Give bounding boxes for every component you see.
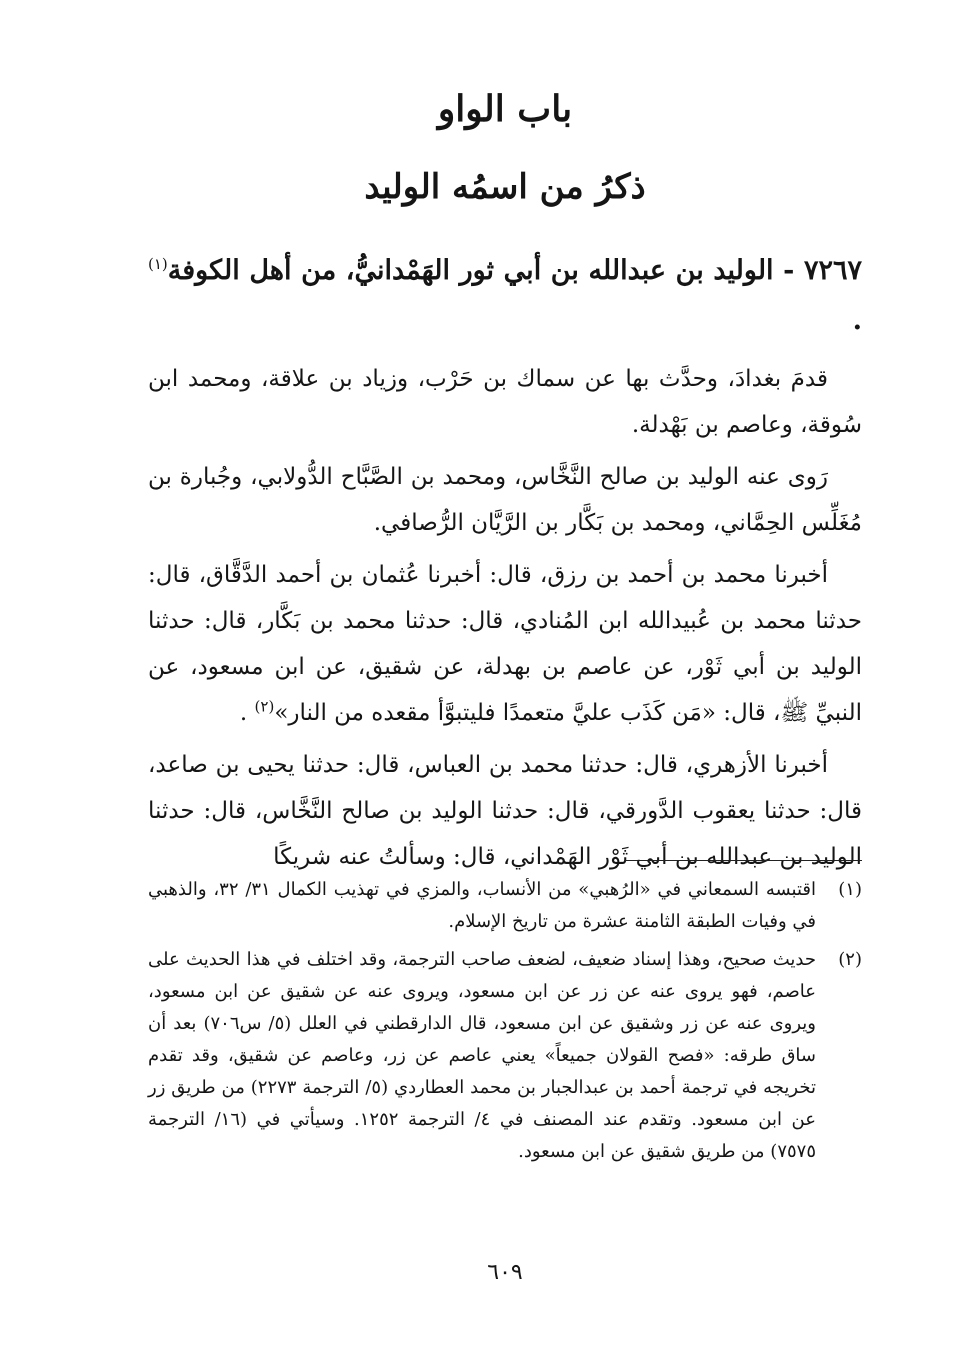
entry-number: ٧٢٦٧ [803, 255, 862, 286]
paragraph [148, 552, 862, 736]
entry-period: . [852, 305, 862, 336]
footnote [148, 874, 862, 938]
section-title: ذكرُ من اسمُه الوليد [364, 167, 646, 207]
footnote-number: (١) [838, 879, 862, 900]
footnote [148, 944, 862, 1168]
footnote-number: (٢) [838, 949, 862, 970]
chapter-title: باب الواو [437, 88, 573, 130]
footnote-ref[interactable]: (١) [148, 255, 168, 273]
page-number: ٦٠٩ [487, 1260, 523, 1285]
footnote-text: اقتبسه السمعاني في «الرُهبي» من الأنساب، والمزي في تهذيب الكمال ٣١/ ٣٢، والذهبي في وفيات الطبقة الثامنة عشرة من تاريخ الإسلام. [148, 879, 816, 932]
paragraph-text: رَوى عنه الوليد بن صالح النَّخَّاس، ومحمد بن الصَّبَّاح الدُّولابي، وجُبارة بن مُغَلِّس الحِمَّاني، ومحمد بن بَكَّار بن الرَّيَّان الرُّصافي. [148, 464, 862, 536]
paragraph [148, 454, 862, 546]
footnotes [148, 874, 862, 1174]
entry-heading-text: الوليد بن عبدالله بن أبي ثور الهَمْدانيُّ، من أهل الكوفة [167, 255, 774, 286]
paragraph-text: أخبرنا الأزهري، قال: حدثنا محمد بن العباس، قال: حدثنا يحيى بن صاعد، قال: حدثنا يعقوب الدَّورقي، قال: حدثنا الوليد بن صالح النَّخَّاس، قال: حدثنا الوليد بن عبدالله بن أبي ثَوْر الهَمْداني، قال: وسألتُ عنه شريكًا [148, 752, 862, 870]
footnote-text: حديث صحيح، وهذا إسناد ضعيف، لضعف صاحب الترجمة، وقد اختلف في هذا الحديث على عاصم، فهو يروى عنه عن زر عن ابن مسعود، ويروى عنه عن شقيق عن ابن مسعود، ويروى عنه عن زر وشقيق عن ابن مسعود، قال الدارقطني في العلل (٥/ س٧٠٦) بعد أن ساق طرقه: «فصح القولان جميعاً» يعني عاصم عن زر، وعاصم عن شقيق، وقد تقدم تخريجه في ترجمة أحمد بن عبدالجبار بن محمد العطاردي (٥/ الترجمة ٢٢٧٣) من طريق زر عن ابن مسعود. وتقدم عند المصنف في ٤/ الترجمة ١٢٥٢. وسيأتي في (١٦/ الترجمة ٧٥٧٥) من طريق شقيق عن ابن مسعود. [148, 949, 816, 1162]
entry-heading [148, 246, 862, 346]
footnote-ref[interactable]: (٢) [254, 697, 275, 716]
paragraph-text: قدمَ بغدادَ، وحدَّث بها عن سماك بن حَرْب، وزياد بن علاقة، ومحمد ابن سُوقة، وعاصم بن بَهْدلة. [148, 366, 862, 438]
paragraph-text: أخبرنا محمد بن أحمد بن رزق، قال: أخبرنا عُثمان بن أحمد الدَّقَّاق، قال: حدثنا محمد بن عُبيدالله ابن المُنادي، قال: حدثنا محمد بن بَكَّار، قال: حدثنا الوليد بن أبي ثَوْر، عن عاصم بن بهدلة، عن شقيق، عن ابن مسعود، عن النبيِّ ﷺ، قال: «مَن كَذَب عليَّ متعمدًا فليتبوَّأ مقعده من النار» [148, 562, 862, 726]
main-text [148, 356, 862, 886]
entry-dash: - [773, 255, 795, 286]
book-page [148, 0, 862, 1362]
paragraph [148, 356, 862, 448]
footnote-divider [624, 860, 862, 861]
paragraph-period: . [239, 700, 255, 726]
